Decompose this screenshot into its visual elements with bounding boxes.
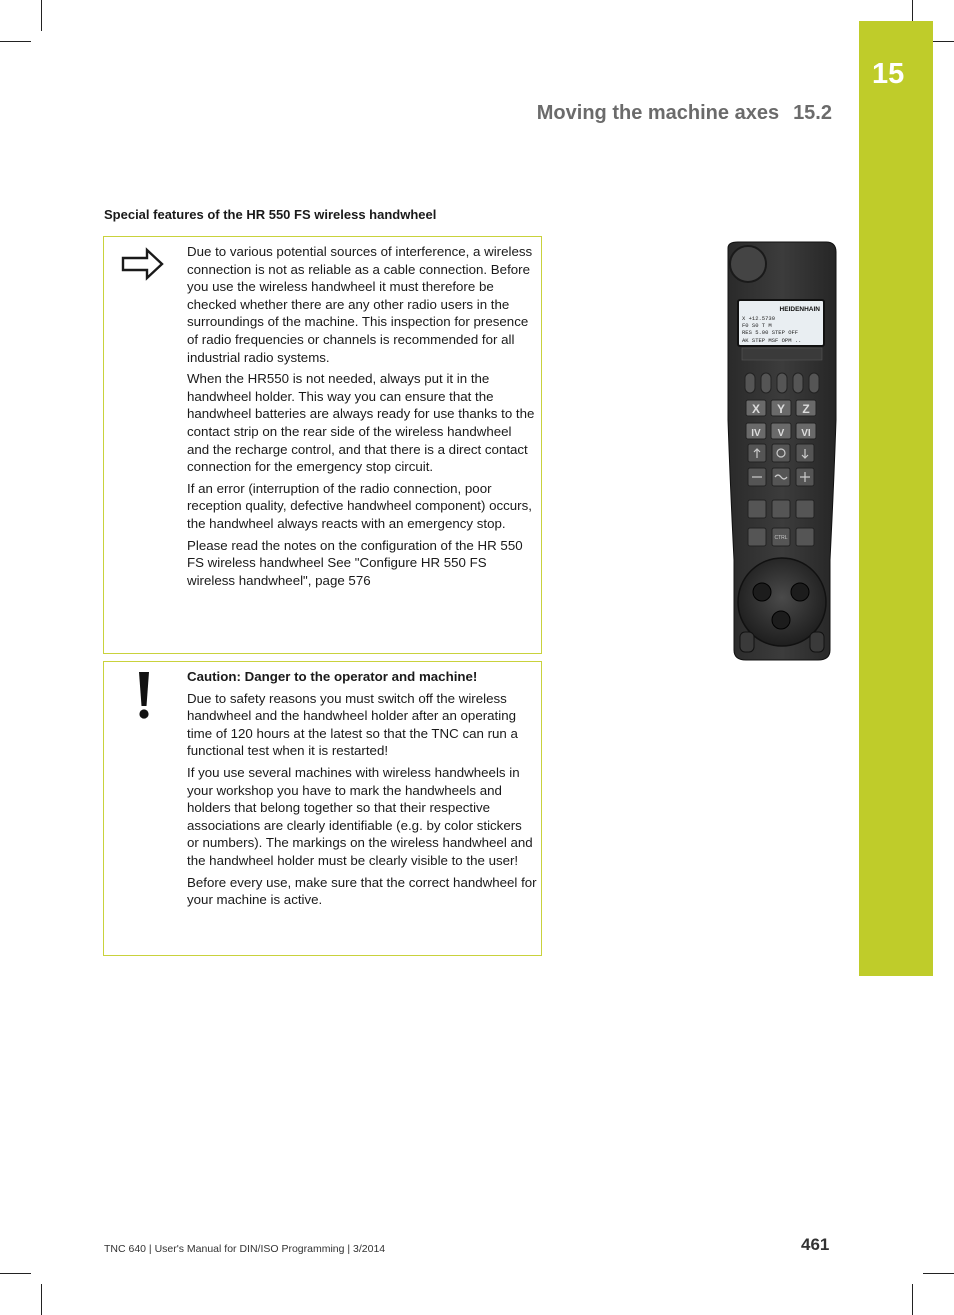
caution-title: Caution: Danger to the operator and machine! — [187, 669, 478, 684]
caution-paragraph: Due to safety reasons you must switch off the wireless handwheel and the handwheel holder after an operating time of 120 hours at the latest so that the TNC can run a functional test when it is restarted! — [187, 690, 518, 759]
note-paragraph: Please read the notes on the configuration of the HR 550 FS wireless handwheel See "Configure HR 550 FS wireless handwheel", page 576 — [187, 537, 523, 588]
display-line: AK STEP MSF OPM .. — [742, 337, 802, 344]
crop-mark — [41, 1284, 42, 1315]
section-title-text: Moving the machine axes — [536, 102, 780, 124]
emergency-stop-button — [730, 246, 766, 282]
note-paragraph: Due to various potential sources of interference, a wireless connection is not as reliable as a cable connection. Before you use the wireless handwheel it must therefore be checked whether there are any other radio users in the surroundings of the machine. This inspection for presence of radio frequencies or channels is recommended for all industrial radio systems. — [187, 244, 533, 365]
crop-mark — [41, 0, 42, 31]
key-label: X — [751, 402, 761, 416]
ctrl-key-label: CTRL — [774, 535, 788, 541]
key-label: VI — [801, 428, 811, 439]
handwheel-image — [718, 240, 846, 670]
section-title — [537, 102, 832, 125]
note-icon-column — [104, 237, 184, 653]
display-line: RES 5.00 STEP OFF — [742, 329, 799, 336]
crop-mark — [0, 1273, 31, 1274]
caution-icon-column — [104, 662, 184, 955]
footer-text: TNC 640 | User's Manual for DIN/ISO Programming | 3/2014 — [104, 1243, 386, 1255]
display-line: F0 S0 T M — [742, 322, 772, 329]
crop-mark — [0, 41, 31, 42]
caution-paragraph: If you use several machines with wireless handwheels in your workshop you have to mark the handwheels and holders that belong together so that their respective associations are clearly identifiable (e.g. by color stickers or numbers). The markings on the wireless handwheel and the handwheel holder must be clearly visible to the user! — [187, 764, 533, 868]
exclamation-icon — [134, 670, 154, 720]
page-number: 461 — [801, 1235, 830, 1254]
crop-mark — [923, 1273, 954, 1274]
note-paragraph: If an error (interruption of the radio connection, poor reception quality, defective handwheel component) occurs, the handwheel always reacts with an emergency stop. — [187, 480, 532, 531]
display-line: X +12.5730 — [742, 315, 776, 322]
chapter-tab — [859, 21, 933, 976]
key-label: V — [777, 428, 785, 439]
key-label: IV — [751, 428, 761, 439]
arrow-right-icon — [121, 247, 165, 281]
crop-mark — [912, 1284, 913, 1315]
note-paragraph: When the HR550 is not needed, always put it in the handwheel holder. This way you can ensure that the handwheel batteries are always ready for use thanks to the contact strip on the rear side of the wireless handwheel and the recharge control, and that there is a direct contact connection for the emergency stop circuit. — [187, 371, 535, 475]
display-brand: HEIDENHAIN — [779, 306, 820, 313]
key-label: Z — [802, 402, 810, 416]
caution-text — [187, 668, 537, 913]
key-label: Y — [776, 402, 786, 416]
note-text — [187, 243, 537, 593]
chapter-number: 15 — [872, 58, 905, 90]
section-number: 15.2 — [793, 102, 832, 124]
caution-box — [103, 661, 542, 956]
subheading: Special features of the HR 550 FS wireless handwheel — [104, 207, 437, 222]
caution-paragraph: Before every use, make sure that the correct handwheel for your machine is active. — [187, 874, 537, 908]
note-box — [103, 236, 542, 654]
softkey-strip — [742, 348, 822, 360]
